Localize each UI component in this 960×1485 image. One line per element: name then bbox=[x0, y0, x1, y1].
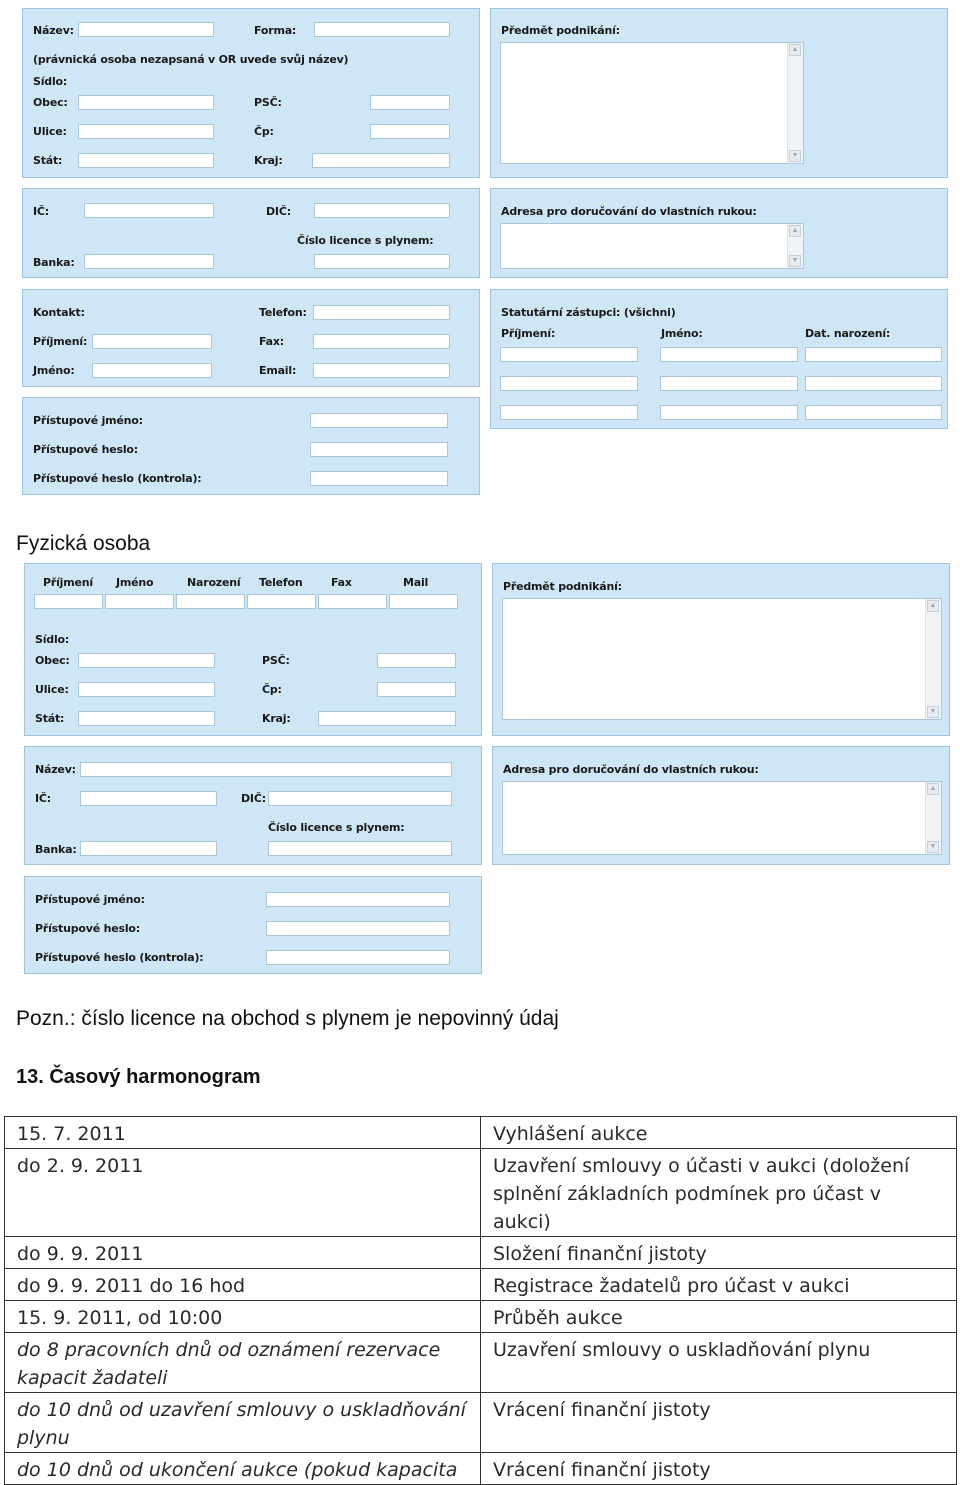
schedule-what: Průběh aukce bbox=[481, 1301, 957, 1333]
schedule-what: Uzavření smlouvy o uskladňování plynu bbox=[481, 1333, 957, 1393]
fo-col-telefon: Telefon bbox=[259, 576, 303, 589]
po-predmet-textarea[interactable] bbox=[500, 42, 804, 164]
scroll-down-icon[interactable]: ▼ bbox=[927, 706, 939, 718]
fo-dic-input[interactable] bbox=[268, 791, 452, 806]
po-s-jmeno-label: Jméno: bbox=[661, 327, 703, 340]
po-s-datum-input[interactable] bbox=[805, 405, 942, 420]
po-dic-label: DIČ: bbox=[266, 205, 291, 218]
fo-adresa-label: Adresa pro doručování do vlastních rukou: bbox=[503, 763, 759, 776]
scrollbar[interactable] bbox=[787, 224, 803, 268]
po-heslo-input[interactable] bbox=[310, 442, 448, 457]
po-jmeno-label: Jméno: bbox=[33, 364, 75, 377]
po-nazev-input[interactable] bbox=[78, 22, 214, 37]
scrollbar[interactable] bbox=[925, 599, 941, 719]
fo-adresa-textarea[interactable] bbox=[502, 781, 942, 855]
scroll-down-icon[interactable]: ▼ bbox=[789, 150, 801, 162]
po-adresa-textarea[interactable] bbox=[500, 223, 804, 269]
schedule-table bbox=[4, 1116, 957, 1485]
po-kontakt-label: Kontakt: bbox=[33, 306, 85, 319]
fo-stat-label: Stát: bbox=[35, 712, 65, 725]
schedule-what: Uzavření smlouvy o účasti v aukci (doložení splnění základních podmínek pro účast v aukci) bbox=[481, 1149, 957, 1237]
fo-banka-input[interactable] bbox=[80, 841, 217, 856]
fo-licence-label: Číslo licence s plynem: bbox=[268, 821, 405, 834]
po-predmet-label: Předmět podnikání: bbox=[501, 24, 620, 37]
fo-col-jmeno: Jméno bbox=[116, 576, 154, 589]
po-ic-label: IČ: bbox=[33, 205, 49, 218]
po-pravnicka-note: (právnická osoba nezapsaná v OR uvede svůj název) bbox=[33, 53, 349, 66]
schedule-when: do 10 dnů od ukončení aukce (pokud kapacita bbox=[5, 1453, 481, 1485]
po-banka-input[interactable] bbox=[84, 254, 214, 269]
po-heslo-label: Přístupové heslo: bbox=[33, 443, 138, 456]
schedule-what: Vrácení finanční jistoty bbox=[481, 1393, 957, 1453]
po-sidlo-label: Sídlo: bbox=[33, 75, 68, 88]
po-ic-input[interactable] bbox=[84, 203, 214, 218]
po-s-jmeno-input[interactable] bbox=[660, 376, 798, 391]
table-row bbox=[5, 1237, 957, 1269]
po-s-prijmeni-input[interactable] bbox=[500, 347, 638, 362]
po-jmeno-input[interactable] bbox=[92, 363, 212, 378]
fo-login-label: Přístupové jméno: bbox=[35, 893, 145, 906]
po-email-label: Email: bbox=[259, 364, 297, 377]
fo-licence-input[interactable] bbox=[268, 841, 452, 856]
po-fax-input[interactable] bbox=[313, 334, 450, 349]
po-psc-label: PSČ: bbox=[254, 96, 282, 109]
fo-narozeni-input[interactable] bbox=[176, 594, 245, 609]
schedule-what: Registrace žadatelů pro účast v aukci bbox=[481, 1269, 957, 1301]
schedule-when: do 2. 9. 2011 bbox=[5, 1149, 481, 1237]
table-row bbox=[5, 1149, 957, 1237]
po-prijmeni-input[interactable] bbox=[92, 334, 212, 349]
fo-ulice-input[interactable] bbox=[78, 682, 215, 697]
scroll-up-icon[interactable]: ▲ bbox=[789, 44, 801, 56]
po-cp-label: Čp: bbox=[254, 125, 274, 138]
po-prijmeni-label: Příjmení: bbox=[33, 335, 88, 348]
scroll-up-icon[interactable]: ▲ bbox=[927, 600, 939, 612]
table-row bbox=[5, 1453, 957, 1485]
scroll-up-icon[interactable]: ▲ bbox=[789, 225, 801, 237]
fo-login-input[interactable] bbox=[266, 892, 450, 907]
fo-cp-input[interactable] bbox=[377, 682, 456, 697]
fo-heslo-label: Přístupové heslo: bbox=[35, 922, 140, 935]
po-banka-label: Banka: bbox=[33, 256, 75, 269]
fo-dic-label: DIČ: bbox=[241, 792, 266, 805]
fo-prijmeni-input[interactable] bbox=[34, 594, 103, 609]
fo-heslo-input[interactable] bbox=[266, 921, 450, 936]
fo-ic-label: IČ: bbox=[35, 792, 51, 805]
schedule-when: 15. 9. 2011, od 10:00 bbox=[5, 1301, 481, 1333]
po-s-jmeno-input[interactable] bbox=[660, 405, 798, 420]
po-s-prijmeni-label: Příjmení: bbox=[501, 327, 556, 340]
schedule-what: Vrácení finanční jistoty bbox=[481, 1453, 957, 1485]
table-row bbox=[5, 1333, 957, 1393]
schedule-what: Složení finanční jistoty bbox=[481, 1237, 957, 1269]
fo-sidlo-label: Sídlo: bbox=[35, 633, 70, 646]
fo-nazev-input[interactable] bbox=[80, 762, 452, 777]
po-telefon-label: Telefon: bbox=[259, 306, 307, 319]
po-s-jmeno-input[interactable] bbox=[660, 347, 798, 362]
scrollbar[interactable] bbox=[925, 782, 941, 854]
scrollbar[interactable] bbox=[787, 43, 803, 163]
scroll-down-icon[interactable]: ▼ bbox=[789, 255, 801, 267]
po-psc-input[interactable] bbox=[370, 95, 450, 110]
table-row bbox=[5, 1117, 957, 1149]
po-licence-input[interactable] bbox=[314, 254, 450, 269]
po-s-datum-input[interactable] bbox=[805, 347, 942, 362]
table-row bbox=[5, 1301, 957, 1333]
fo-stat-input[interactable] bbox=[78, 711, 215, 726]
po-fax-label: Fax: bbox=[259, 335, 284, 348]
po-ulice-input[interactable] bbox=[78, 124, 214, 139]
fo-col-fax: Fax bbox=[331, 576, 352, 589]
po-login-label: Přístupové jméno: bbox=[33, 414, 143, 427]
po-telefon-input[interactable] bbox=[313, 305, 450, 320]
fo-col-narozeni: Narození bbox=[187, 576, 241, 589]
fo-mail-input[interactable] bbox=[389, 594, 458, 609]
fo-heslo-kontrola-label: Přístupové heslo (kontrola): bbox=[35, 951, 204, 964]
fyzicka-osoba-title: Fyzická osoba bbox=[16, 532, 151, 555]
po-cp-input[interactable] bbox=[370, 124, 450, 139]
schedule-when: do 9. 9. 2011 bbox=[5, 1237, 481, 1269]
po-dic-input[interactable] bbox=[314, 203, 450, 218]
po-ulice-label: Ulice: bbox=[33, 125, 67, 138]
po-kraj-input[interactable] bbox=[312, 153, 450, 168]
table-row bbox=[5, 1269, 957, 1301]
po-email-input[interactable] bbox=[313, 363, 450, 378]
po-adresa-label: Adresa pro doručování do vlastních rukou: bbox=[501, 205, 757, 218]
schedule-what: Vyhlášení aukce bbox=[481, 1117, 957, 1149]
fo-obec-input[interactable] bbox=[78, 653, 215, 668]
po-licence-label: Číslo licence s plynem: bbox=[297, 234, 434, 247]
fo-predmet-label: Předmět podnikání: bbox=[503, 580, 622, 593]
po-nazev-label: Název: bbox=[33, 24, 74, 37]
po-heslo-kontrola-input[interactable] bbox=[310, 471, 448, 486]
scroll-up-icon[interactable]: ▲ bbox=[927, 783, 939, 795]
fo-nazev-label: Název: bbox=[35, 763, 76, 776]
scroll-down-icon[interactable]: ▼ bbox=[927, 841, 939, 853]
po-kraj-label: Kraj: bbox=[254, 154, 283, 167]
fo-col-prijmeni: Příjmení bbox=[43, 576, 93, 589]
fo-ic-input[interactable] bbox=[80, 791, 217, 806]
fo-fax-input[interactable] bbox=[318, 594, 387, 609]
po-obec-label: Obec: bbox=[33, 96, 68, 109]
fo-ulice-label: Ulice: bbox=[35, 683, 69, 696]
fo-banka-label: Banka: bbox=[35, 843, 77, 856]
po-forma-label: Forma: bbox=[254, 24, 297, 37]
section-heading: 13. Časový harmonogram bbox=[16, 1066, 261, 1088]
po-stat-label: Stát: bbox=[33, 154, 63, 167]
po-obec-input[interactable] bbox=[78, 95, 214, 110]
fo-col-mail: Mail bbox=[403, 576, 429, 589]
fo-psc-label: PSČ: bbox=[262, 654, 290, 667]
fo-cp-label: Čp: bbox=[262, 683, 282, 696]
table-row bbox=[5, 1393, 957, 1453]
fo-kraj-input[interactable] bbox=[318, 711, 456, 726]
po-stat-input[interactable] bbox=[78, 153, 214, 168]
fo-heslo-kontrola-input[interactable] bbox=[266, 950, 450, 965]
po-s-datum-label: Dat. narození: bbox=[805, 327, 891, 340]
licence-note: Pozn.: číslo licence na obchod s plynem je nepovinný údaj bbox=[16, 1007, 559, 1030]
fo-kraj-label: Kraj: bbox=[262, 712, 291, 725]
fo-jmeno-input[interactable] bbox=[105, 594, 174, 609]
schedule-when: do 8 pracovních dnů od oznámení rezervace kapacit žadateli bbox=[5, 1333, 481, 1393]
fo-obec-label: Obec: bbox=[35, 654, 70, 667]
po-forma-input[interactable] bbox=[314, 22, 450, 37]
fo-predmet-textarea[interactable] bbox=[502, 598, 942, 720]
fo-psc-input[interactable] bbox=[377, 653, 456, 668]
po-heslo-kontrola-label: Přístupové heslo (kontrola): bbox=[33, 472, 202, 485]
schedule-when: do 9. 9. 2011 do 16 hod bbox=[5, 1269, 481, 1301]
fo-telefon-input[interactable] bbox=[247, 594, 316, 609]
schedule-when: 15. 7. 2011 bbox=[5, 1117, 481, 1149]
po-s-datum-input[interactable] bbox=[805, 376, 942, 391]
po-login-input[interactable] bbox=[310, 413, 448, 428]
po-statutarni-label: Statutární zástupci: (všichni) bbox=[501, 306, 676, 319]
po-s-prijmeni-input[interactable] bbox=[500, 376, 638, 391]
schedule-when: do 10 dnů od uzavření smlouvy o uskladňování plynu bbox=[5, 1393, 481, 1453]
po-s-prijmeni-input[interactable] bbox=[500, 405, 638, 420]
